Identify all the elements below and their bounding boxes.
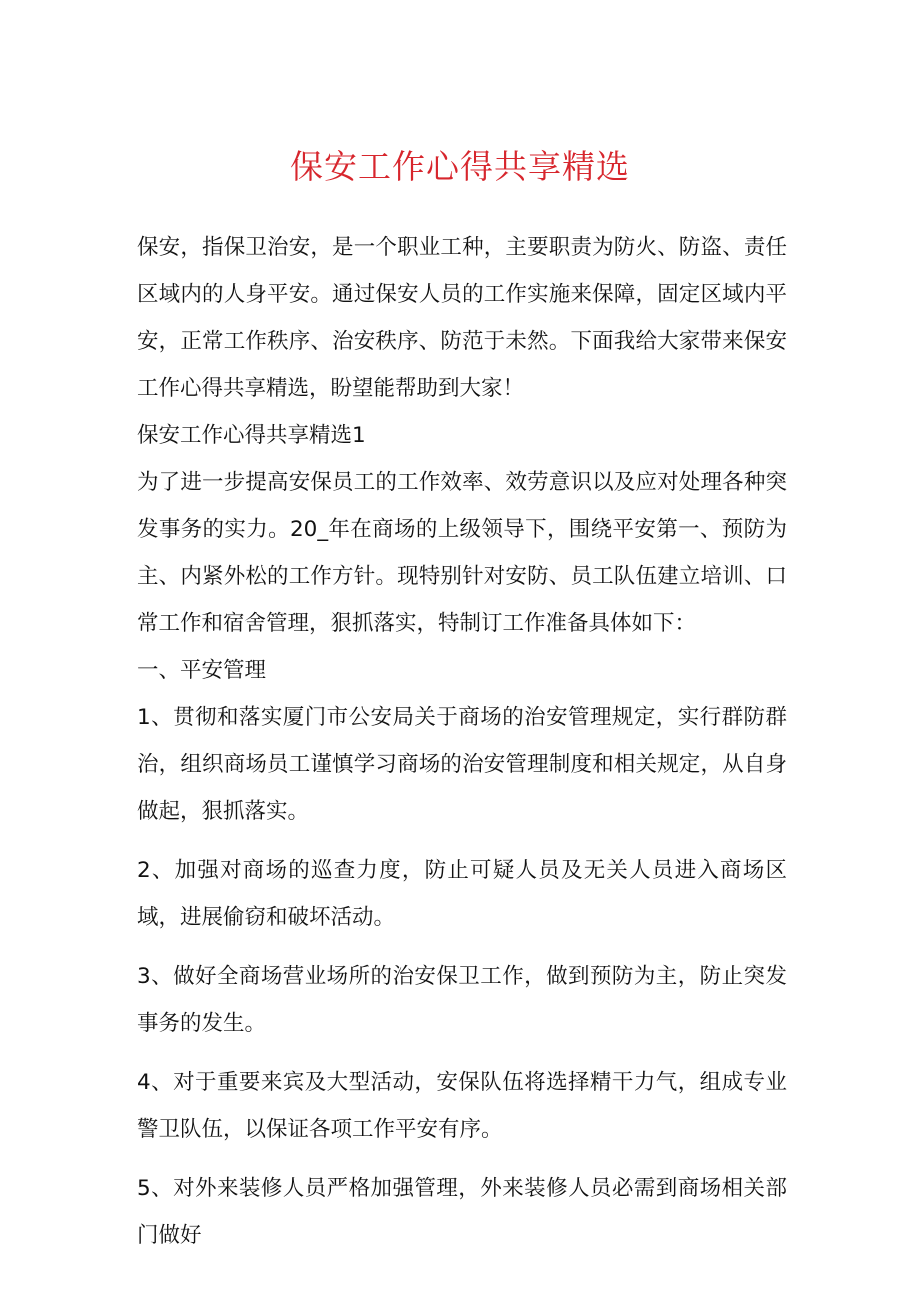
section-heading: 保安工作心得共享精选1 xyxy=(137,423,366,448)
list-item-2: 2、加强对商场的巡查力度，防止可疑人员及无关人员进入商场区域，进展偷窃和破坏活动。 xyxy=(137,858,787,930)
spacer xyxy=(137,941,787,953)
spacer xyxy=(137,835,787,847)
spacer xyxy=(137,1047,787,1059)
spacer xyxy=(137,1153,787,1165)
document-title: 保安工作心得共享精选 xyxy=(290,147,630,186)
list-item-1: 1、贯彻和落实厦门市公安局关于商场的治安管理规定，实行群防群治，组织商场员工谨慎学习商场的治安管理制度和相关规定，从自身做起，狠抓落实。 xyxy=(137,705,787,824)
list-item-5: 5、对外来装修人员严格加强管理，外来装修人员必需到商场相关部门做好 xyxy=(137,1176,787,1248)
list-item-3: 3、做好全商场营业场所的治安保卫工作，做到预防为主，防止突发事务的发生。 xyxy=(137,964,787,1036)
list-item-4: 4、对于重要来宾及大型活动，安保队伍将选择精干力气，组成专业警卫队伍，以保证各项工作平安有序。 xyxy=(137,1070,787,1142)
section-paragraph: 为了进一步提高安保员工的工作效率、效劳意识以及应对处理各种突发事务的实力。20_年在商场的上级领导下，围绕平安第一、预防为主、内紧外松的工作方针。现特别针对安防、员工队伍建立培训、口常工作和宿舍管理，狠抓落实，特制订工作准备具体如下： xyxy=(137,470,787,636)
intro-paragraph: 保安，指保卫治安，是一个职业工种，主要职责为防火、防盗、责任区域内的人身平安。通过保安人员的工作实施来保障，固定区域内平安，正常工作秩序、治安秩序、防范于未然。下面我给大家带来保安工作心得共享精选，盼望能帮助到大家！ xyxy=(137,235,787,401)
subheading-security-management: 一、平安管理 xyxy=(137,658,267,683)
document-body xyxy=(137,224,787,1259)
